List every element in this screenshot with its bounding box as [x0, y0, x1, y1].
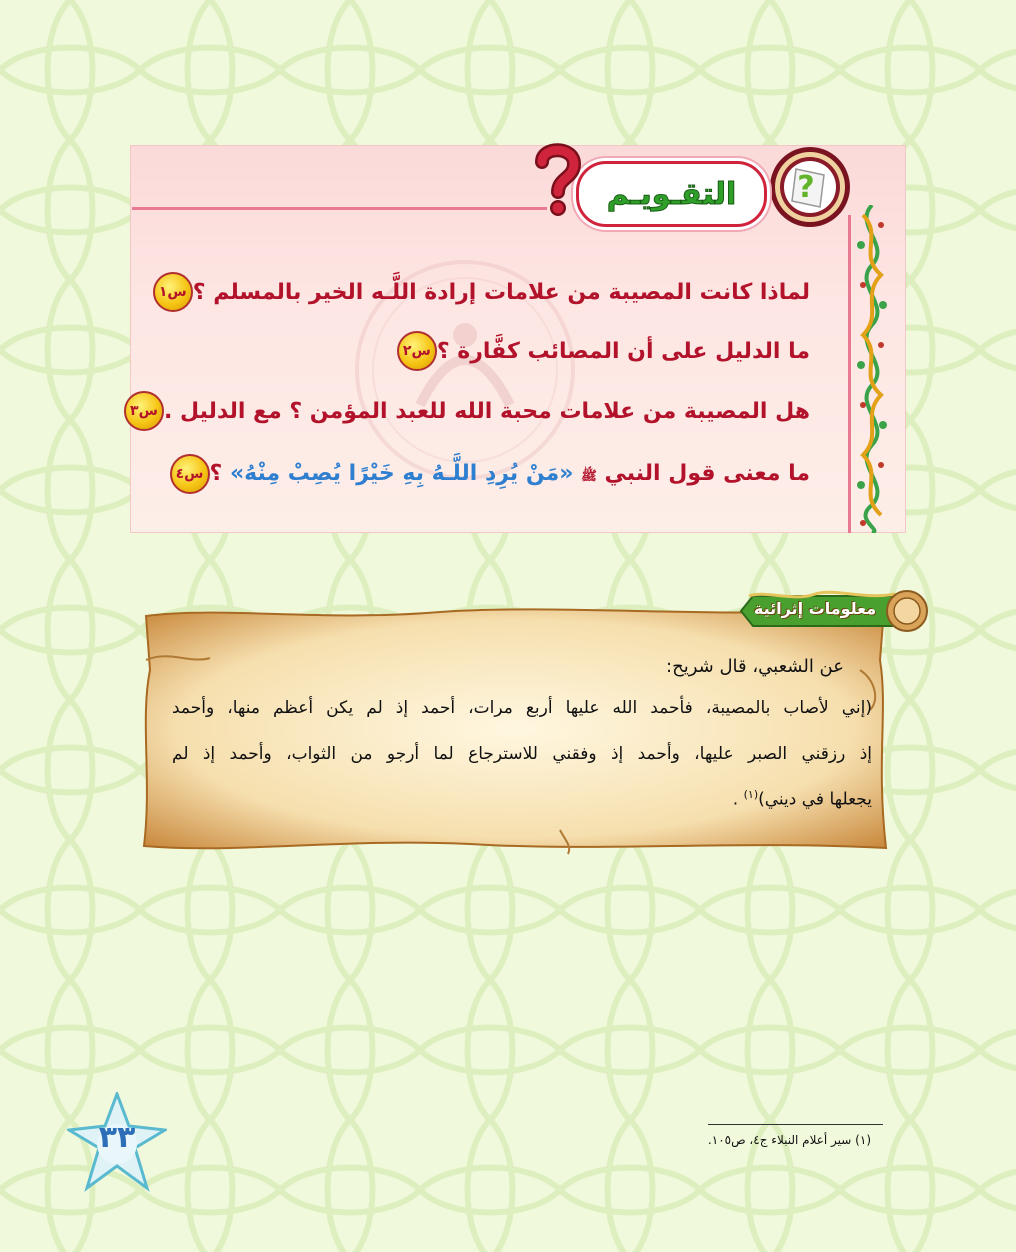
side-rule	[848, 215, 851, 533]
enrichment-line-3-text: يجعلها في ديني)	[758, 789, 872, 810]
question-text	[210, 461, 810, 487]
footnote-rule	[708, 1124, 883, 1125]
enrichment-line-2: إذ رزقني الصبر عليها، وأحمد إذ وفقني للاسترجاع لما أرجو من الثواب، وأحمد إذ لم	[172, 744, 872, 764]
question-text-before: ما معنى قول النبي	[604, 461, 810, 486]
enrichment-intro: عن الشعبي، قال شريح:	[666, 656, 844, 677]
vine-ornament	[853, 205, 891, 533]
footnote-reference: (١)	[743, 788, 759, 801]
question-text: لماذا كانت المصيبة من علامات إرادة اللَّـه الخير بالمسلم ؟	[192, 279, 810, 305]
svg-text:?: ?	[797, 170, 815, 205]
question-2	[391, 329, 810, 373]
header-rule	[132, 207, 547, 210]
hadith-quote: «مَنْ يُرِدِ اللَّـهُ بِهِ خَيْرًا يُصِبْ مِنْهُ»	[229, 461, 574, 486]
question-4	[164, 452, 810, 496]
question-paper-icon	[768, 145, 852, 229]
question-text-after: ؟	[209, 461, 223, 486]
enrichment-tag: معلومات إثرائية	[753, 599, 877, 618]
question-badge: س٤	[170, 454, 210, 494]
question-text: هل المصيبة من علامات محبة الله للعبد المؤمن ؟ مع الدليل .	[163, 398, 810, 424]
enrichment-line-1: (إني لأصاب بالمصيبة، فأحمد الله عليها أربع مرات، أحمد إذ لم يكن أعظم منها، وأحمد	[172, 698, 872, 718]
page-number: ٣٣	[98, 1120, 136, 1155]
question-badge: س٢	[397, 331, 437, 371]
enrichment-line-3	[172, 788, 872, 810]
evaluation-title: التقـويـم	[606, 176, 737, 212]
question-mark-icon	[534, 142, 582, 220]
footnote: (١) سير أعلام النبلاء ج٤، ص١٠٥.	[707, 1133, 871, 1147]
evaluation-title-pill	[576, 161, 767, 227]
question-text: ما الدليل على أن المصائب كفَّارة ؟	[436, 338, 810, 364]
question-badge: س٣	[124, 391, 164, 431]
salutation-mark: ﷺ	[581, 469, 597, 484]
end-mark: .	[732, 789, 739, 810]
question-3	[118, 389, 810, 433]
question-1	[147, 270, 810, 314]
parchment-scroll	[140, 600, 890, 856]
question-badge: س١	[153, 272, 193, 312]
